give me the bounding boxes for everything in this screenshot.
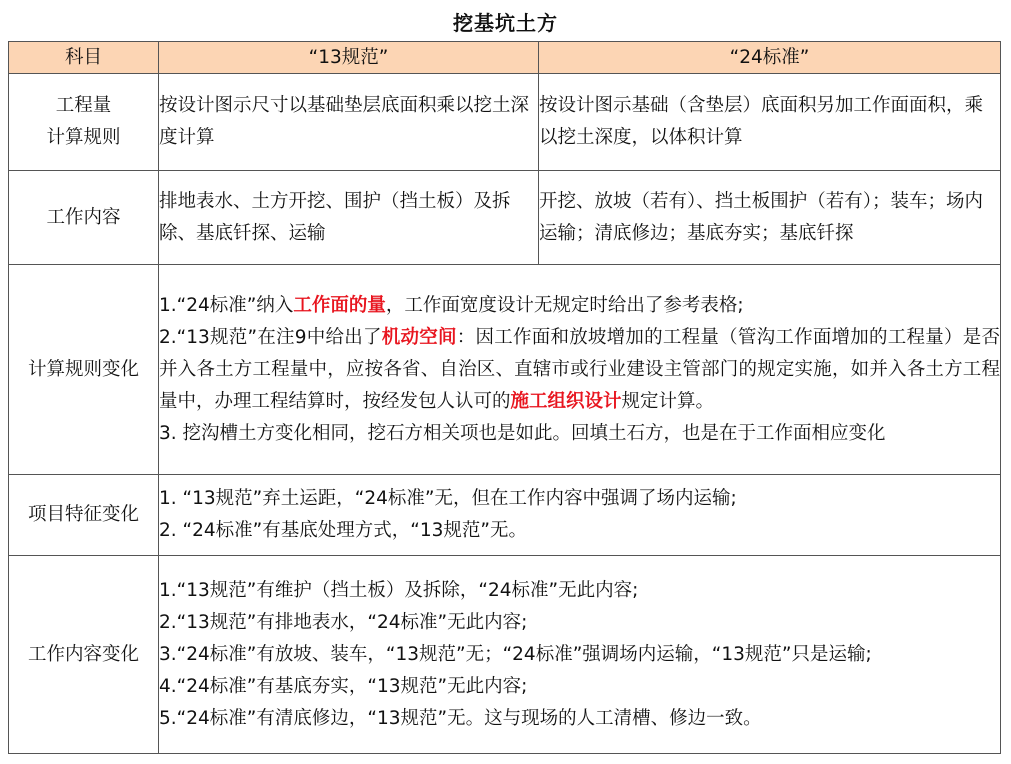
text-span: ：因工作面和放坡增加的工程量（管沟工作面增加的工程量）是否并入各土方工程量中，应按各省、自治区、直辖市或行业建设主管部门的规定实施，如并入各土方工程量中，办理工程结算时，按经发包人认可的: [159, 326, 1000, 412]
row-label-calc-change: 计算规则变化: [9, 265, 159, 475]
row-label-calc-rule: [9, 74, 159, 171]
row-calc-rule: [9, 74, 1001, 171]
row-calc-change: [9, 265, 1001, 475]
feature-change-item-2: 2. “24标准”有基底处理方式，“13规范”无。: [159, 520, 527, 541]
feature-change-item-1: 1. “13规范”弃土运距，“24标准”无，但在工作内容中强调了场内运输;: [159, 488, 737, 509]
cell-feature-change: [159, 475, 1001, 556]
row-work-content: [9, 171, 1001, 265]
page-title: 挖基坑土方: [453, 11, 558, 35]
text-span: ，工作面宽度设计无规定时给出了参考表格;: [385, 294, 744, 316]
cell-calc-change: [159, 265, 1001, 475]
work-change-item-4: 4.“24标准”有基底夯实，“13规范”无此内容;: [159, 675, 528, 697]
row-label-work-change: 工作内容变化: [9, 556, 159, 754]
text-span: 2.“13规范”在注9中给出了: [159, 326, 382, 348]
text-span: 规定计算。: [621, 390, 715, 412]
calc-change-item-1: [159, 290, 1000, 322]
label-line-1: 工程量: [55, 95, 112, 116]
header-subject: 科目: [9, 42, 159, 74]
cell-rule-13: 按设计图示尺寸以基础垫层底面积乘以挖土深度计算: [159, 74, 539, 171]
highlight-flex-space: 机动空间: [381, 326, 457, 348]
row-label-feature-change: 项目特征变化: [9, 475, 159, 556]
row-label-work-content: 工作内容: [9, 171, 159, 265]
highlight-construction-design: 施工组织设计: [510, 390, 622, 412]
cell-rule-24: 按设计图示基础（含垫层）底面积另加工作面面积，乘以挖土深度，以体积计算: [539, 74, 1001, 171]
row-feature-change: [9, 475, 1001, 556]
cell-work-change: [159, 556, 1001, 754]
header-24-standard: “24标准”: [539, 42, 1001, 74]
comparison-table: [8, 41, 1001, 754]
work-change-item-5: 5.“24标准”有清底修边，“13规范”无。这与现场的人工清槽、修边一致。: [159, 707, 762, 729]
cell-work-24: 开挖、放坡（若有）、挡土板围护（若有）；装车；场内运输；清底修边；基底夯实；基底钎探: [539, 171, 1001, 265]
header-13-spec: “13规范”: [159, 42, 539, 74]
highlight-work-face: 工作面的量: [293, 294, 386, 316]
calc-change-item-2: [159, 322, 1000, 418]
work-change-item-2: 2.“13规范”有排地表水，“24标准”无此内容;: [159, 611, 528, 633]
work-change-item-1: 1.“13规范”有维护（挡土板）及拆除，“24标准”无此内容;: [159, 579, 639, 601]
text-span: 1.“24标准”纳入: [159, 294, 294, 316]
label-line-2: 计算规则: [46, 127, 121, 148]
calc-change-item-3: 3. 挖沟槽土方变化相同，挖石方相关项也是如此。回填土石方，也是在于工作面相应变化: [159, 422, 886, 444]
work-change-item-3: 3.“24标准”有放坡、装车，“13规范”无；“24标准”强调场内运输，“13规范”只是运输;: [159, 643, 872, 665]
cell-work-13: 排地表水、土方开挖、围护（挡土板）及拆除、基底钎探、运输: [159, 171, 539, 265]
table-header-row: [9, 42, 1001, 74]
row-work-change: [9, 556, 1001, 754]
